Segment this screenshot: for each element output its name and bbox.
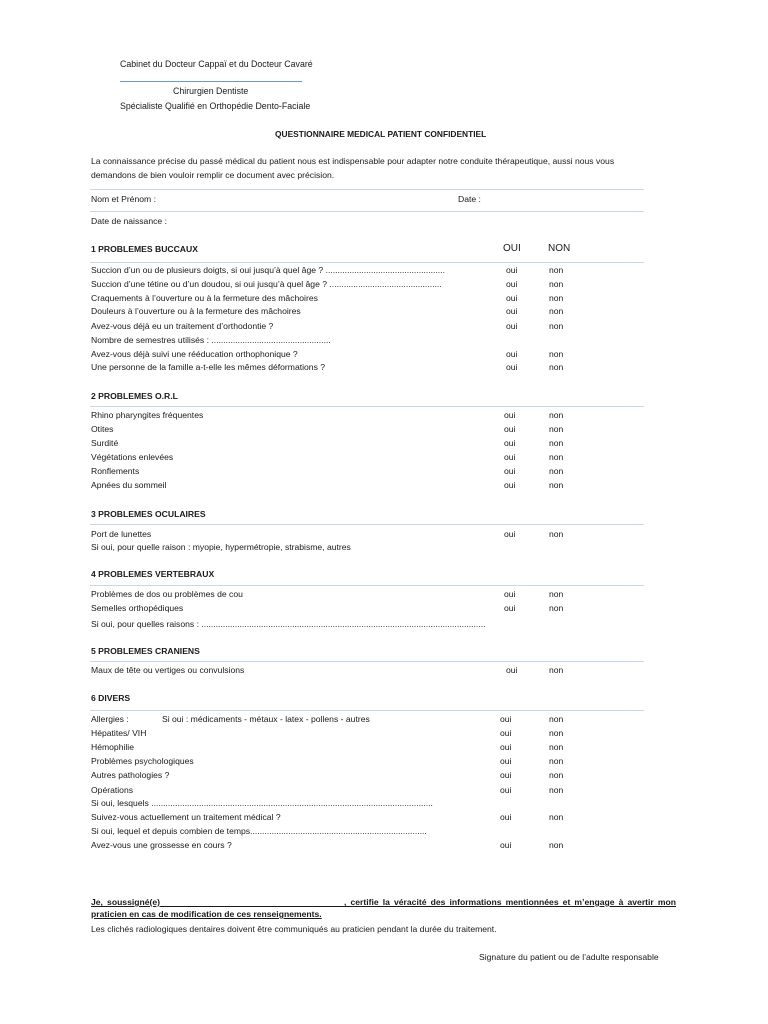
- section-title-oculaires: 3 PROBLEMES OCULAIRES: [91, 509, 206, 519]
- question-row: [91, 438, 651, 450]
- certification-line-1: Je, soussigné(e) , certifie la véracité des informations mentionnées et m’engage à avertir mon: [91, 897, 676, 907]
- non-option[interactable]: non: [549, 728, 564, 738]
- question-row: [91, 785, 651, 797]
- question-row: [91, 770, 651, 782]
- question-label: Problèmes psychologiques: [91, 756, 194, 766]
- non-option[interactable]: non: [549, 410, 564, 420]
- question-row: [91, 826, 651, 838]
- non-option[interactable]: non: [549, 279, 564, 289]
- non-option[interactable]: non: [549, 785, 564, 795]
- name-field-label[interactable]: Nom et Prénom :: [91, 194, 156, 204]
- oui-option[interactable]: oui: [500, 756, 512, 766]
- section-title-orl: 2 PROBLEMES O.R.L: [91, 391, 178, 401]
- question-label: Opérations: [91, 785, 134, 795]
- question-label: Apnées du sommeil: [91, 480, 167, 490]
- non-option[interactable]: non: [549, 529, 564, 539]
- oui-option[interactable]: oui: [506, 306, 518, 316]
- question-label: Ronflements: [91, 466, 140, 476]
- oui-option[interactable]: oui: [504, 452, 516, 462]
- question-row: [91, 742, 651, 754]
- oui-option[interactable]: oui: [504, 438, 516, 448]
- oui-option[interactable]: oui: [504, 424, 516, 434]
- oui-option[interactable]: oui: [504, 603, 516, 613]
- signature-label[interactable]: Signature du patient ou de l’adulte responsable: [479, 952, 659, 962]
- non-option[interactable]: non: [549, 714, 564, 724]
- question-label: Craquements à l’ouverture ou à la fermeture des mâchoires: [91, 293, 318, 303]
- question-row: [91, 812, 651, 824]
- oui-option[interactable]: oui: [506, 665, 518, 675]
- question-label[interactable]: Si oui, lesquels ......................................................................................................................: [91, 798, 433, 808]
- column-header-oui: OUI: [503, 243, 521, 254]
- oui-option[interactable]: oui: [500, 714, 512, 724]
- question-label: Port de lunettes: [91, 529, 152, 539]
- question-row: [91, 619, 651, 631]
- question-label: Succion d’un ou de plusieurs doigts, si oui jusqu’à quel âge ? ..................................................: [91, 265, 445, 275]
- oui-option[interactable]: oui: [506, 362, 518, 372]
- non-option[interactable]: non: [549, 466, 564, 476]
- divider: [90, 406, 644, 407]
- question-row: [91, 306, 651, 318]
- question-row: [91, 293, 651, 305]
- question-row: [91, 840, 651, 852]
- question-row: [91, 665, 651, 677]
- question-row: [91, 480, 651, 492]
- divider: [90, 524, 644, 525]
- certification-line-2: praticien en cas de modification de ces renseignements.: [91, 909, 322, 919]
- question-row: [91, 714, 651, 726]
- non-option[interactable]: non: [549, 770, 564, 780]
- question-row: [91, 603, 651, 615]
- non-option[interactable]: non: [549, 665, 564, 675]
- header-divider: [120, 81, 302, 82]
- section-title-buccaux: 1 PROBLEMES BUCCAUX: [91, 244, 198, 254]
- non-option[interactable]: non: [549, 603, 564, 613]
- question-label: Si oui, pour quelle raison : myopie, hypermétropie, strabisme, autres: [91, 542, 351, 552]
- question-row: [91, 466, 651, 478]
- non-option[interactable]: non: [549, 840, 564, 850]
- question-row: [91, 335, 651, 347]
- question-label: Avez-vous une grossesse en cours ?: [91, 840, 232, 850]
- divider: [90, 710, 644, 711]
- intro-line-2: demandons de bien vouloir remplir ce document avec précision.: [91, 170, 335, 180]
- question-row: [91, 349, 651, 361]
- oui-option[interactable]: oui: [504, 529, 516, 539]
- oui-option[interactable]: oui: [504, 589, 516, 599]
- oui-option[interactable]: oui: [500, 728, 512, 738]
- question-row: [91, 410, 651, 422]
- question-row: [91, 798, 651, 810]
- question-label[interactable]: Si oui, pour quelles raisons : .......................................................................................................................: [91, 619, 486, 629]
- non-option[interactable]: non: [549, 362, 564, 372]
- question-label: Problèmes de dos ou problèmes de cou: [91, 589, 243, 599]
- section-title-craniens: 5 PROBLEMES CRANIENS: [91, 646, 200, 656]
- question-row: [91, 265, 651, 277]
- question-label: Avez-vous déjà eu un traitement d’orthodontie ?: [91, 321, 274, 331]
- non-option[interactable]: non: [549, 438, 564, 448]
- oui-option[interactable]: oui: [500, 742, 512, 752]
- question-label: Douleurs à l’ouverture ou à la fermeture des mâchoires: [91, 306, 301, 316]
- clinic-profession: Chirurgien Dentiste: [173, 86, 249, 96]
- non-option[interactable]: non: [549, 812, 564, 822]
- question-row: [91, 728, 651, 740]
- question-label: Surdité: [91, 438, 119, 448]
- question-row: [91, 542, 651, 554]
- allergy-options: Si oui : médicaments - métaux - latex - pollens - autres: [162, 714, 370, 724]
- oui-option[interactable]: oui: [504, 466, 516, 476]
- oui-option[interactable]: oui: [500, 840, 512, 850]
- question-label: Suivez-vous actuellement un traitement médical ?: [91, 812, 281, 822]
- question-row: [91, 321, 651, 333]
- clinic-name: Cabinet du Docteur Cappaï et du Docteur Cavaré: [120, 59, 313, 69]
- oui-option[interactable]: oui: [506, 279, 518, 289]
- non-option[interactable]: non: [549, 742, 564, 752]
- non-option[interactable]: non: [549, 265, 564, 275]
- oui-option[interactable]: oui: [500, 770, 512, 780]
- question-label[interactable]: Si oui, lequel et depuis combien de temps..........................................................................: [91, 826, 427, 836]
- non-option[interactable]: non: [549, 480, 564, 490]
- question-label: Végétations enlevées: [91, 452, 174, 462]
- question-row: [91, 756, 651, 768]
- question-row: [91, 362, 651, 374]
- clinic-specialty: Spécialiste Qualifié en Orthopédie Dento-Faciale: [120, 101, 311, 111]
- divider: [90, 189, 644, 190]
- non-option[interactable]: non: [549, 756, 564, 766]
- divider: [90, 262, 644, 263]
- divider: [90, 585, 644, 586]
- oui-option[interactable]: oui: [506, 349, 518, 359]
- date-field-label[interactable]: Date :: [458, 194, 481, 204]
- question-label: Otites: [91, 424, 114, 434]
- oui-option[interactable]: oui: [500, 812, 512, 822]
- question-row: [91, 424, 651, 436]
- section-title-divers: 6 DIVERS: [91, 693, 131, 703]
- question-label: Hépatites/ VIH: [91, 728, 147, 738]
- non-option[interactable]: non: [549, 349, 564, 359]
- question-row: [91, 529, 651, 541]
- column-header-non: NON: [548, 243, 571, 254]
- oui-option[interactable]: oui: [504, 480, 516, 490]
- radiology-note: Les clichés radiologiques dentaires doivent être communiqués au praticien pendant la durée du traitement.: [91, 924, 497, 934]
- question-label: Une personne de la famille a-t-elle les mêmes déformations ?: [91, 362, 326, 372]
- question-row: [91, 589, 651, 601]
- question-label: Autres pathologies ?: [91, 770, 170, 780]
- oui-option[interactable]: oui: [506, 321, 518, 331]
- birthdate-field-label[interactable]: Date de naissance :: [91, 216, 167, 226]
- question-label: Maux de tête ou vertiges ou convulsions: [91, 665, 245, 675]
- oui-option[interactable]: oui: [506, 265, 518, 275]
- page-title: QUESTIONNAIRE MEDICAL PATIENT CONFIDENTIEL: [275, 129, 487, 139]
- question-row: [91, 279, 651, 291]
- question-label: Allergies :: [91, 714, 129, 724]
- divider: [90, 661, 644, 662]
- question-label: Rhino pharyngites fréquentes: [91, 410, 204, 420]
- divider: [90, 211, 644, 212]
- intro-line-1: La connaissance précise du passé médical du patient nous est indispensable pour adapter notre conduite thérapeutique, aussi nous vous: [91, 156, 615, 166]
- non-option[interactable]: non: [549, 424, 564, 434]
- non-option[interactable]: non: [549, 589, 564, 599]
- oui-option[interactable]: oui: [500, 785, 512, 795]
- non-option[interactable]: non: [549, 452, 564, 462]
- non-option[interactable]: non: [549, 306, 564, 316]
- non-option[interactable]: non: [549, 321, 564, 331]
- question-label[interactable]: Nombre de semestres utilisés : ..................................................: [91, 335, 331, 345]
- question-label: Succion d’une tétine ou d’un doudou, si oui jusqu’à quel âge ? ...............................................: [91, 279, 442, 289]
- non-option[interactable]: non: [549, 293, 564, 303]
- question-label: Hémophilie: [91, 742, 134, 752]
- question-label: Avez-vous déjà suivi une rééducation orthophonique ?: [91, 349, 298, 359]
- question-row: [91, 452, 651, 464]
- question-label: Semelles orthopédiques: [91, 603, 184, 613]
- oui-option[interactable]: oui: [506, 293, 518, 303]
- section-title-vertebraux: 4 PROBLEMES VERTEBRAUX: [91, 569, 215, 579]
- oui-option[interactable]: oui: [504, 410, 516, 420]
